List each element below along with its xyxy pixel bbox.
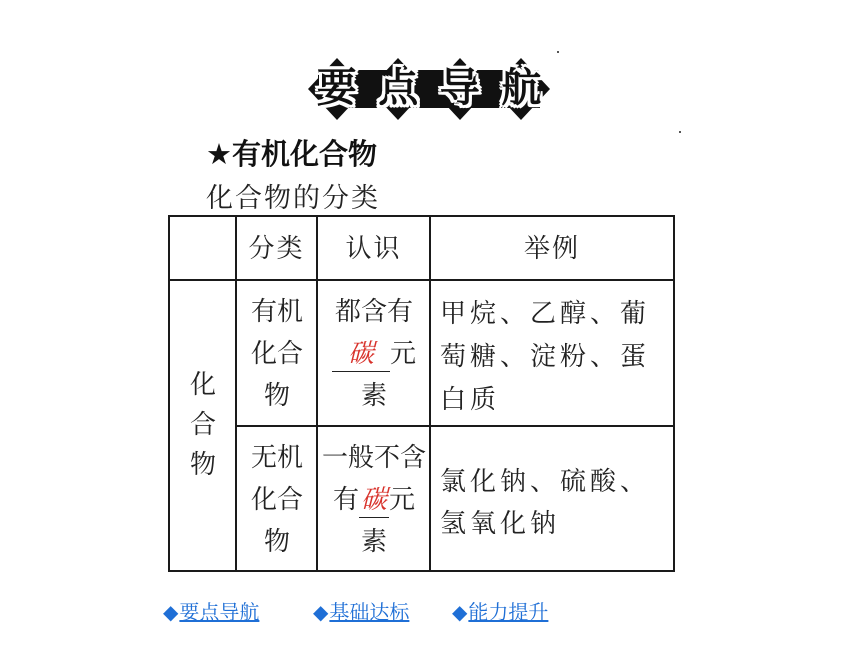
banner-char-4: 航	[501, 65, 542, 111]
diamond-icon: ◆	[163, 600, 179, 624]
banner-char-3: 导	[439, 65, 480, 111]
table-header-divider	[170, 279, 673, 281]
recognition-text: 一般不含有	[321, 443, 426, 515]
recognition-text: 都含有	[334, 297, 413, 327]
header-recognition: 认识	[345, 234, 402, 264]
answer-blank: 碳	[359, 483, 389, 518]
group-label-char: 合	[189, 410, 216, 440]
subtitle: 化合物的分类	[206, 183, 380, 214]
banner-char-2: 点	[378, 65, 419, 111]
row-inorganic-category: 无机化合物	[250, 443, 303, 557]
nav-link-key-points[interactable]	[163, 596, 259, 625]
group-label-char: 物	[189, 450, 216, 480]
header-examples: 举例	[523, 234, 580, 264]
nav-link-label: 能力提升	[468, 600, 549, 624]
answer-blank: 碳	[332, 337, 390, 372]
recognition-text: 元素	[360, 339, 416, 411]
decorative-dot	[557, 51, 559, 53]
recognition-text: 元素	[360, 485, 416, 557]
row-organic-category: 有机化合物	[250, 297, 303, 411]
group-label-compound	[170, 279, 236, 571]
section-title: ★有机化合物	[206, 137, 377, 171]
title-banner	[306, 56, 552, 122]
diamond-icon: ◆	[452, 600, 468, 624]
group-label-char: 化	[189, 370, 216, 400]
nav-link-basic-practice[interactable]	[313, 596, 409, 625]
row-inorganic-recognition	[320, 437, 428, 567]
row-organic-recognition	[320, 291, 428, 421]
nav-link-ability-improvement[interactable]	[452, 596, 548, 625]
row-organic-examples: 甲烷、乙醇、葡萄糖、淀粉、蛋白质	[440, 299, 651, 415]
banner-char-1: 要	[316, 65, 357, 111]
header-category: 分类	[248, 234, 305, 264]
diamond-icon: ◆	[313, 600, 329, 624]
nav-link-label: 基础达标	[329, 600, 410, 624]
classification-table	[168, 215, 675, 572]
nav-link-label: 要点导航	[179, 600, 260, 624]
table-row-divider	[236, 425, 673, 427]
decorative-dot	[679, 131, 681, 133]
row-inorganic-examples: 氯化钠、硫酸、氢氧化钠	[440, 467, 651, 539]
